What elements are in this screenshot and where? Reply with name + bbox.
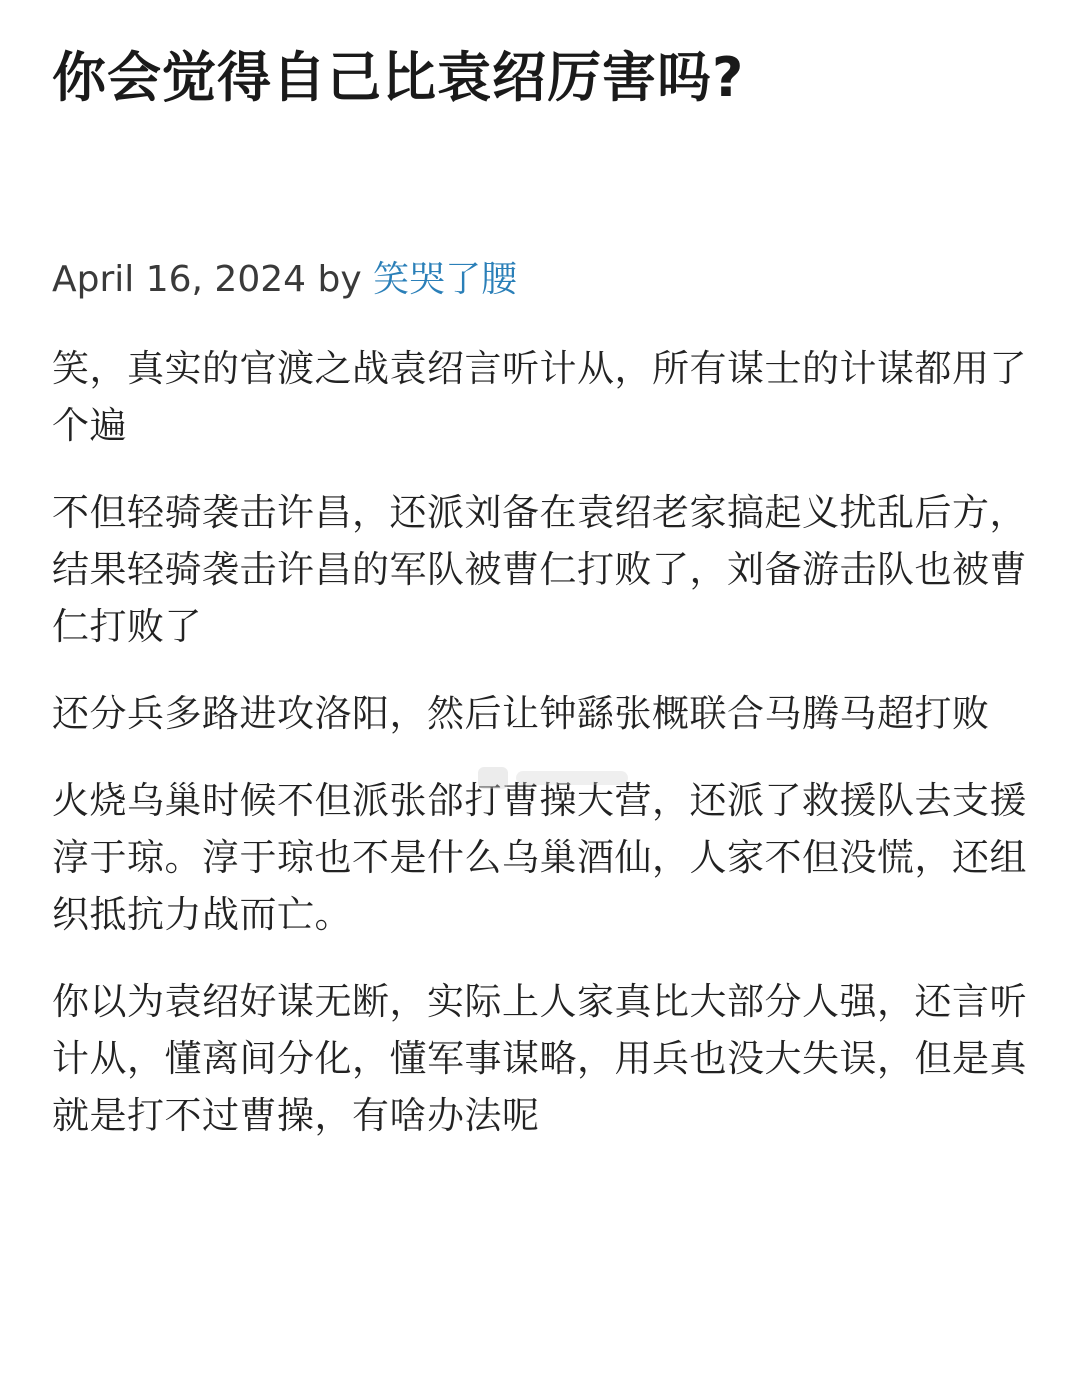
article-title: 你会觉得自己比袁绍厉害吗?: [52, 46, 745, 109]
author-link[interactable]: 笑哭了腰: [373, 259, 518, 300]
paragraph-2: 不但轻骑袭击许昌，还派刘备在袁绍老家搞起义扰乱后方，结果轻骑袭击许昌的军队被曹仁打败了，刘备游击队也被曹仁打败了: [52, 491, 1027, 648]
article-meta: [52, 256, 1027, 304]
paragraph-1: 笑，真实的官渡之战袁绍言听计从，所有谋士的计谋都用了个遍: [52, 347, 1027, 447]
article: [52, 0, 1027, 1174]
paragraph-5: 你以为袁绍好谋无断，实际上人家真比大部分人强，还言听计从，懂离间分化，懂军事谋略，用兵也没大失误，但是真就是打不过曹操，有啥办法呢: [52, 980, 1027, 1137]
paragraph-4: 火烧乌巢时候不但派张郃打曹操大营，还派了救援队去支援淳于琼。淳于琼也不是什么乌巢酒仙，人家不但没慌，还组织抵抗力战而亡。: [52, 779, 1027, 936]
article-body: [52, 340, 1027, 1144]
post-date: April 16, 2024: [52, 259, 307, 300]
paragraph-3: 还分兵多路进攻洛阳，然后让钟繇张概联合马腾马超打败: [52, 692, 990, 735]
watermark-logo: [478, 764, 628, 792]
watermark-bar: [516, 771, 628, 785]
watermark-icon: [478, 767, 508, 789]
by-label: by: [317, 259, 362, 300]
